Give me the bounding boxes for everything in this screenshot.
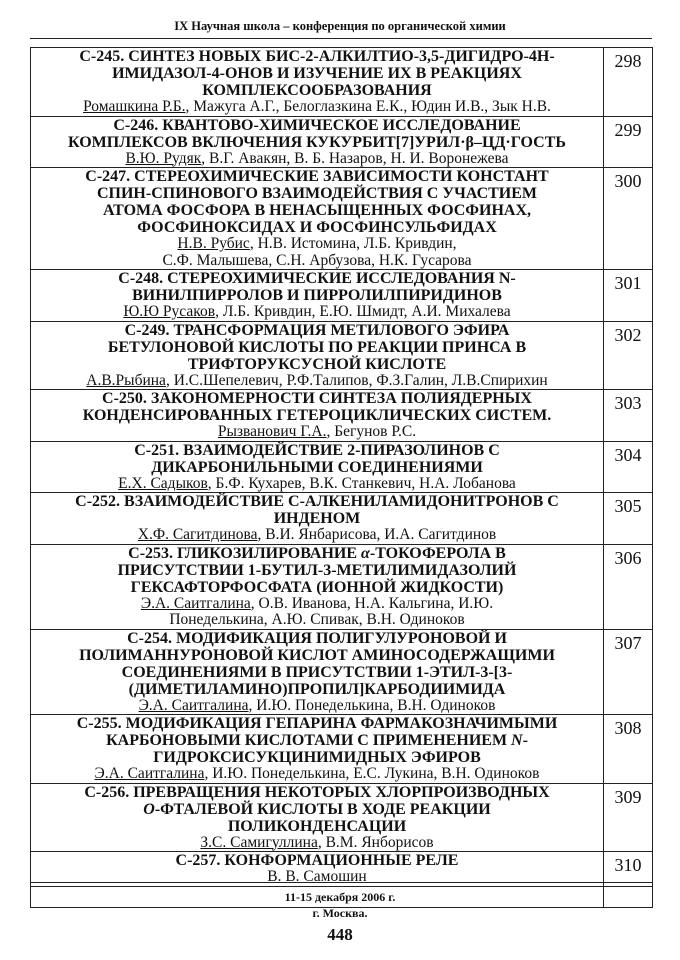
entry-title-line <box>31 219 603 236</box>
table-row <box>31 321 653 390</box>
entry-title-line <box>31 852 603 869</box>
entry-cell <box>31 270 604 322</box>
title-text: α <box>361 544 370 562</box>
co-authors: , В.И. Янбарисова, И.А. Сагитдинов <box>257 526 497 543</box>
title-text: АТОМА ФОСФОРА В НЕНАСЫЩЕННЫХ ФОСФИНАХ, <box>102 202 532 219</box>
title-text: С-252. ВЗАИМОДЕЙСТВИЕ С-АЛКЕНИЛАМИДОНИТРОНОВ С <box>75 493 559 510</box>
page-number: 448 <box>327 925 353 944</box>
title-text: С-254. МОДИФИКАЦИЯ ПОЛИГУЛУРОНОВОЙ И <box>127 629 507 647</box>
entry-title-line <box>31 510 603 527</box>
entry-title-line <box>31 630 603 647</box>
entry-authors-line <box>31 253 603 270</box>
entry-authors-line <box>31 766 603 783</box>
entry-cell <box>31 544 604 629</box>
title-text: -ФТАЛЕВОЙ КИСЛОТЫ В ХОДЕ РЕАКЦИИ <box>154 800 491 818</box>
entry-page-number: 308 <box>604 715 653 784</box>
title-text: ГИДРОКСИСУКЦИНИМИДНЫХ ЭФИРОВ <box>153 749 481 766</box>
presenting-author: В.Ю. Рудяк <box>125 149 202 167</box>
entry-title-line <box>31 48 603 65</box>
co-authors: , Б.Ф. Кухарев, В.К. Станкевич, Н.А. Лобанова <box>207 474 516 492</box>
presenting-author: Ю.Ю Русаков <box>123 303 216 320</box>
co-authors: , О.В. Иванова, Н.А. Кальгина, И.Ю. <box>250 594 494 612</box>
title-text: КАРБОНОВЫМИ КИСЛОТАМИ С ПРИМЕНЕНИЕМ <box>106 732 512 749</box>
title-text: ТРИФТОРУКСУСНОЙ КИСЛОТЕ <box>187 355 447 373</box>
presenting-author: В. В. Самошин <box>267 868 367 885</box>
entry-title-line <box>31 818 603 835</box>
title-text: ИМИДАЗОЛ-4-ОНОВ И ИЗУЧЕНИЕ ИХ В РЕАКЦИЯХ <box>112 65 522 82</box>
entry-page-number: 298 <box>604 48 653 117</box>
title-text: С-246. КВАНТОВО-ХИМИЧЕСКОЕ ИССЛЕДОВАНИЕ <box>113 116 521 134</box>
co-authors: , Мажуга А.Г., Белоглазкина Е.К., Юдин И.В., Зык Н.В. <box>185 98 551 115</box>
entry-title-line <box>31 407 603 424</box>
entry-title-line <box>31 134 603 151</box>
entry-title-line <box>31 339 603 356</box>
entry-page-number: 306 <box>604 544 653 629</box>
entry-title-line <box>31 65 603 82</box>
entry-title-line <box>31 82 603 99</box>
entry-title-line <box>31 442 603 459</box>
table-row <box>31 783 653 852</box>
entry-cell <box>31 168 604 270</box>
entry-authors-line <box>31 236 603 253</box>
entry-title-line <box>31 270 603 287</box>
footer-dates: 11-15 декабря 2006 г. <box>284 890 396 904</box>
presenting-author: Э.А. Саитгалина <box>94 765 205 782</box>
entry-cell <box>31 852 604 887</box>
presenting-author: Е.Х. Садыков <box>118 474 208 492</box>
entry-page-number: 305 <box>604 493 653 545</box>
co-authors: , Н.В. Истомина, Л.Б. Кривдин, <box>249 235 457 252</box>
entry-cell <box>31 715 604 784</box>
co-authors: , И.Ю. Понеделькина, Е.С. Лукина, В.Н. Одиноков <box>204 765 540 782</box>
footer-city: г. Москва. <box>312 906 368 920</box>
title-text: С-255. МОДИФИКАЦИЯ ГЕПАРИНА ФАРМАКОЗНАЧИМЫМИ <box>76 715 558 732</box>
entry-authors-line <box>31 99 603 116</box>
table-row <box>31 629 653 715</box>
title-text: ПОЛИМАННУРОНОВОЙ КИСЛОТ АМИНОСОДЕРЖАЩИМИ <box>79 646 555 664</box>
entry-title-line <box>31 202 603 219</box>
presenting-author: А.В.Рыбина <box>86 371 166 389</box>
running-header: IX Научная школа – конференция по органической химии <box>174 19 506 33</box>
co-authors: , Л.Б. Кривдин, Е.Ю. Шмидт, А.И. Михалева <box>215 303 511 320</box>
title-text: С-250. ЗАКОНОМЕРНОСТИ СИНТЕЗА ПОЛИЯДЕРНЫХ <box>102 390 532 407</box>
title-text: СПИН-СПИНОВОГО ВЗАИМОДЕЙСТВИЯ С УЧАСТИЕМ <box>96 185 538 202</box>
table-row <box>31 270 653 322</box>
entry-title-line <box>31 579 603 596</box>
footer-rule <box>30 882 652 883</box>
entry-cell <box>31 48 604 117</box>
title-text: С-253. ГЛИКОЗИЛИРОВАНИЕ <box>128 544 361 562</box>
entry-authors-line <box>31 612 603 629</box>
entry-title-line <box>31 390 603 407</box>
entry-title-line <box>31 287 603 304</box>
entry-title-line <box>31 493 603 510</box>
table-row <box>31 390 653 442</box>
presenting-author: Ромашкина Р.Б. <box>83 98 186 115</box>
entry-title-line <box>31 749 603 766</box>
entry-cell <box>31 629 604 715</box>
entry-title-line <box>31 168 603 185</box>
entry-title-line <box>31 562 603 579</box>
table-row <box>31 493 653 545</box>
title-text: ДИКАРБОНИЛЬНЫМИ СОЕДИНЕНИЯМИ <box>151 458 483 476</box>
title-text: ПОЛИКОНДЕНСАЦИИ <box>227 817 407 835</box>
table-row <box>31 715 653 784</box>
title-text: ИНДЕНОМ <box>273 510 361 527</box>
title-text: ПРИСУТСТВИИ 1-БУТИЛ-3-МЕТИЛИМИДАЗОЛИЙ <box>117 561 517 579</box>
header-rule <box>30 38 652 39</box>
table-row <box>31 116 653 168</box>
entry-page-number: 299 <box>604 116 653 168</box>
entry-title-line <box>31 322 603 339</box>
table-row <box>31 852 653 887</box>
contents-table <box>30 47 653 908</box>
entry-authors-line <box>31 527 603 544</box>
title-text: СОЕДИНЕНИЯМИ В ПРИСУТСТВИИ 1-ЭТИЛ-3-[3- <box>121 663 513 681</box>
entry-authors-line <box>31 304 603 321</box>
entry-title-line <box>31 356 603 373</box>
title-text: N <box>511 732 523 749</box>
entry-title-line <box>31 681 603 698</box>
entry-title-line <box>31 732 603 749</box>
title-text: С-256. ПРЕВРАЩЕНИЯ НЕКОТОРЫХ ХЛОРПРОИЗВОДНЫХ <box>84 783 550 801</box>
co-authors: , И.Ю. Понеделькина, В.Н. Одиноков <box>248 696 496 714</box>
table-row <box>31 441 653 493</box>
entry-page-number: 304 <box>604 441 653 493</box>
entry-authors-line <box>31 424 603 441</box>
presenting-author: Э.А. Саитгалина <box>138 696 249 714</box>
entry-title-line <box>31 545 603 562</box>
co-authors: , В.Г. Авакян, В. Б. Назаров, Н. И. Воронежева <box>201 149 509 167</box>
title-text: О <box>143 800 155 818</box>
co-authors: , Бегунов Р.С. <box>326 423 417 440</box>
title-text: КОМПЛЕКСООБРАЗОВАНИЯ <box>202 82 432 99</box>
entry-title-line <box>31 784 603 801</box>
entry-cell <box>31 116 604 168</box>
entry-page-number: 309 <box>604 783 653 852</box>
title-text: - <box>522 732 528 749</box>
co-authors: Понеделькина, А.Ю. Спивак, В.Н. Одиноков <box>169 611 465 628</box>
title-text: БЕТУЛОНОВОЙ КИСЛОТЫ ПО РЕАКЦИИ ПРИНСА В <box>107 338 527 356</box>
entry-page-number: 303 <box>604 390 653 442</box>
entry-page-number: 300 <box>604 168 653 270</box>
entry-title-line <box>31 459 603 476</box>
presenting-author: Н.В. Рубис <box>177 235 250 252</box>
title-text: ГЕКСАФТОРФОСФАТА (ИОННОЙ ЖИДКОСТИ) <box>130 578 504 596</box>
entry-title-line <box>31 647 603 664</box>
entry-authors-line <box>31 476 603 493</box>
co-authors: , И.С.Шепелевич, Р.Ф.Талипов, Ф.З.Галин, Л.В.Спирихин <box>165 371 548 389</box>
title-text: С-247. СТЕРЕОХИМИЧЕСКИЕ ЗАВИСИМОСТИ КОНСТАНТ <box>85 168 549 185</box>
entry-title-line <box>31 715 603 732</box>
entry-cell <box>31 493 604 545</box>
title-text: С-249. ТРАНСФОРМАЦИЯ МЕТИЛОВОГО ЭФИРА <box>124 321 510 339</box>
title-text: ВИНИЛПИРРОЛОВ И ПИРРОЛИЛПИРИДИНОВ <box>132 287 502 304</box>
entry-authors-line <box>31 373 603 390</box>
title-text: КОМПЛЕКСОВ ВКЛЮЧЕНИЯ КУКУРБИТ[7]УРИЛ·β–ЦД·ГОСТЬ <box>68 133 566 151</box>
presenting-author: Рызванович Г.А. <box>217 423 327 440</box>
entry-cell <box>31 441 604 493</box>
entry-page-number: 307 <box>604 629 653 715</box>
table-row <box>31 168 653 270</box>
entry-title-line <box>31 664 603 681</box>
title-text: КОНДЕНСИРОВАННЫХ ГЕТЕРОЦИКЛИЧЕСКИХ СИСТЕМ. <box>82 407 552 424</box>
presenting-author: Х.Ф. Сагитдинова <box>137 526 258 543</box>
title-text: С-248. СТЕРЕОХИМИЧЕСКИЕ ИССЛЕДОВАНИЯ N- <box>118 270 516 287</box>
entry-page-number: 310 <box>604 852 653 887</box>
entry-page-number: 302 <box>604 321 653 390</box>
entry-title-line <box>31 801 603 818</box>
presenting-author: З.С. Самигуллина <box>200 833 318 851</box>
entry-title-line <box>31 185 603 202</box>
title-text: С-251. ВЗАИМОДЕЙСТВИЕ 2-ПИРАЗОЛИНОВ С <box>134 441 500 459</box>
entry-title-line <box>31 117 603 134</box>
entry-authors-line <box>31 151 603 168</box>
title-text: ФОСФИНОКСИДАХ И ФОСФИНСУЛЬФИДАХ <box>137 219 497 236</box>
title-text: С-245. СИНТЕЗ НОВЫХ БИС-2-АЛКИЛТИО-3,5-ДИГИДРО-4Н- <box>79 48 555 65</box>
title-text: (ДИМЕТИЛАМИНО)ПРОПИЛ]КАРБОДИИМИДА <box>128 680 506 698</box>
table-row <box>31 544 653 629</box>
presenting-author: Э.А. Саитгалина <box>140 594 251 612</box>
entry-authors-line <box>31 698 603 715</box>
co-authors: С.Ф. Малышева, С.Н. Арбузова, Н.К. Гусарова <box>162 251 472 269</box>
entry-authors-line <box>31 835 603 852</box>
title-text: -ТОКОФЕРОЛА В <box>369 544 506 562</box>
co-authors: , В.М. Янборисов <box>317 833 434 851</box>
entry-cell <box>31 321 604 390</box>
entry-authors-line <box>31 869 603 886</box>
title-text: С-257. КОНФОРМАЦИОННЫЕ РЕЛЕ <box>175 852 459 869</box>
entry-page-number: 301 <box>604 270 653 322</box>
entry-cell <box>31 390 604 442</box>
table-row <box>31 48 653 117</box>
entry-cell <box>31 783 604 852</box>
entry-authors-line <box>31 596 603 613</box>
